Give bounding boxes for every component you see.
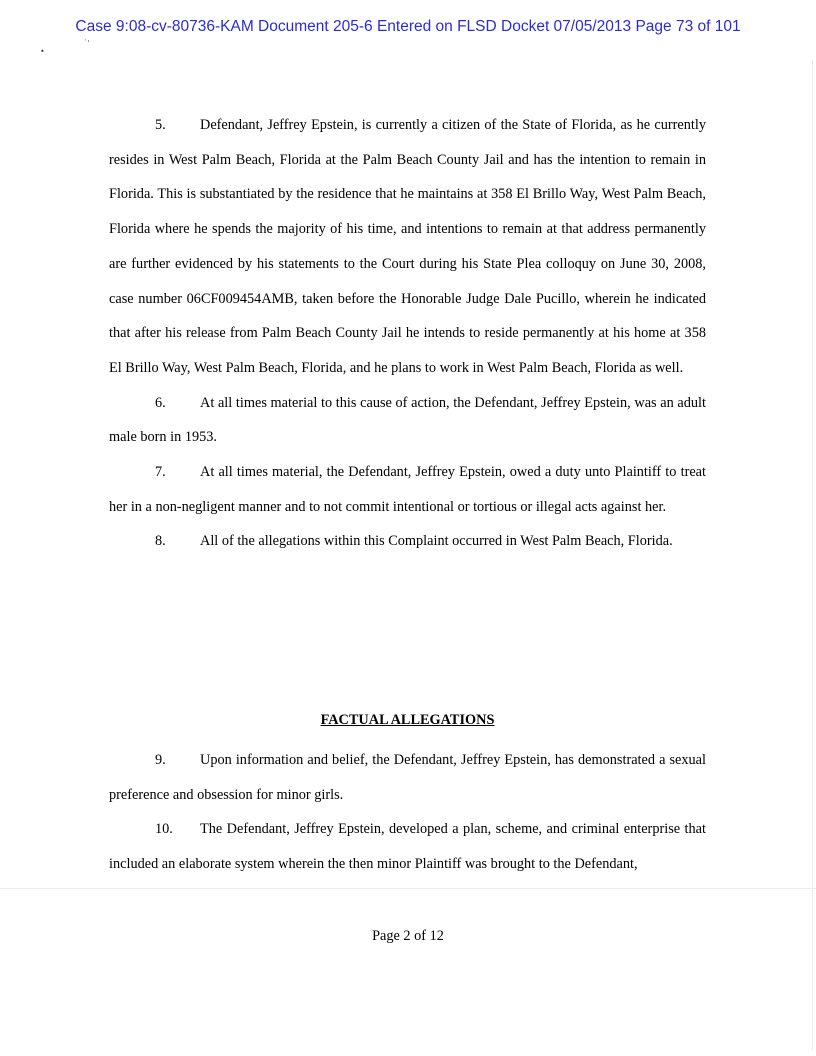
page-number: Page 2 of 12 <box>372 928 444 944</box>
paragraph-text: The Defendant, Jeffrey Epstein, developed a plan, scheme, and criminal enterprise that included an elaborate system wherein the then minor Plaintiff was brought to the Defendant, <box>109 821 706 873</box>
body-text-lower <box>109 743 706 882</box>
paragraph-number: 7. <box>155 464 166 481</box>
paragraph-5 <box>109 108 706 386</box>
paragraph-number: 9. <box>155 752 166 768</box>
scan-artifact-line <box>0 888 816 889</box>
paragraph-10 <box>109 812 706 881</box>
scan-artifact-edge <box>812 60 813 1050</box>
paragraph-number: 10. <box>155 821 173 838</box>
body-text-upper <box>109 108 706 559</box>
paragraph-text: All of the allegations within this Complaint occurred in West Palm Beach, Florida. <box>200 533 673 550</box>
paragraph-8 <box>109 524 706 559</box>
paragraph-6 <box>109 386 706 455</box>
docket-header: Case 9:08-cv-80736-KAM Document 205-6 Entered on FLSD Docket 07/05/2013 Page 73 of 101 <box>75 18 741 35</box>
section-heading: FACTUAL ALLEGATIONS <box>320 712 495 728</box>
scan-speck-mark: `' <box>84 39 90 47</box>
paragraph-text: Upon information and belief, the Defendant, Jeffrey Epstein, has demonstrated a sexual preference and obsession for minor girls. <box>109 752 706 803</box>
paragraph-number: 5. <box>155 117 166 133</box>
paragraph-text: At all times material to this cause of action, the Defendant, Jeffrey Epstein, was an adult male born in 1953. <box>109 394 706 446</box>
paragraph-text: Defendant, Jeffrey Epstein, is currently a citizen of the State of Florida, as he currently resides in West Palm Beach, Florida at the Palm Beach County Jail and has the intention to remain in Florida. This is substantiated by the residence that he maintains at 358 El Brillo Way, West Palm Beach, Florida where he spends the majority of his time, and intentions to remain at that address permanently are further evidenced by his statements to the Court during his State Plea colloquy on June 30, 2008, case number 06CF009454AMB, taken before the Honorable Judge Dale Pucillo, wherein he indicated that after his release from Palm Beach County Jail he intends to reside permanently at his home at 358 El Brillo Way, West Palm Beach, Florida, and he plans to work in West Palm Beach, Florida as well. <box>109 117 706 376</box>
scan-speck-dot: • <box>40 47 45 56</box>
paragraph-text: At all times material, the Defendant, Jeffrey Epstein, owed a duty unto Plaintiff to treat her in a non-negligent manner and to not commit intentional or tortious or illegal acts against her. <box>109 464 706 515</box>
paragraph-9 <box>109 743 706 812</box>
paragraph-7 <box>109 455 706 524</box>
paragraph-number: 8. <box>155 533 166 550</box>
paragraph-number: 6. <box>155 394 166 411</box>
